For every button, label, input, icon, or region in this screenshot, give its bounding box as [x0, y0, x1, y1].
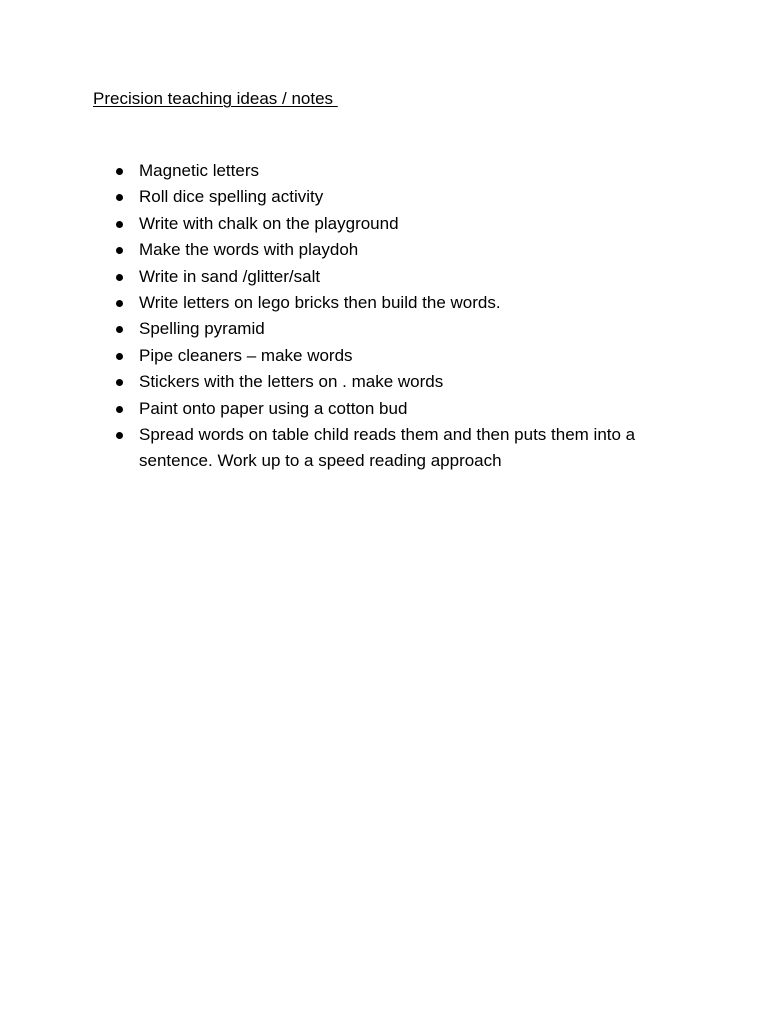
bullet-icon	[116, 379, 123, 386]
bullet-icon	[116, 300, 123, 307]
page-title: Precision teaching ideas / notes	[93, 89, 338, 108]
list-item	[93, 158, 693, 184]
bullet-icon	[116, 353, 123, 360]
list-item-text: Pipe cleaners – make words	[139, 345, 353, 365]
list-item	[93, 396, 693, 422]
list-item-text: Spread words on table child reads them and then puts them into a sentence. Work up to a speed reading approach	[139, 425, 636, 471]
bullet-icon	[116, 247, 123, 254]
list-item	[93, 184, 693, 210]
list-item	[93, 316, 693, 342]
list-item	[93, 343, 693, 369]
list-item-text: Make the words with playdoh	[139, 240, 359, 260]
list-item	[93, 290, 693, 316]
bullet-icon	[116, 168, 123, 175]
notes-list	[93, 158, 693, 475]
list-item-text: Write in sand /glitter/salt	[139, 266, 321, 286]
list-item	[93, 369, 693, 395]
list-item-text: Roll dice spelling activity	[139, 187, 324, 207]
list-item-text: Magnetic letters	[139, 161, 259, 180]
list-item-text: Write with chalk on the playground	[139, 213, 399, 233]
list-item-text: Spelling pyramid	[139, 319, 265, 339]
list-item-text: Paint onto paper using a cotton bud	[139, 398, 408, 418]
list-item-text: Write letters on lego bricks then build the words.	[139, 293, 501, 313]
bullet-icon	[116, 406, 123, 413]
list-item	[93, 422, 693, 475]
bullet-icon	[116, 221, 123, 228]
list-item	[93, 211, 693, 237]
bullet-icon	[116, 274, 123, 281]
list-item-text: Stickers with the letters on . make words	[139, 372, 444, 392]
list-item	[93, 237, 693, 263]
bullet-icon	[116, 326, 123, 333]
bullet-icon	[116, 432, 123, 439]
bullet-icon	[116, 194, 123, 201]
list-item	[93, 264, 693, 290]
